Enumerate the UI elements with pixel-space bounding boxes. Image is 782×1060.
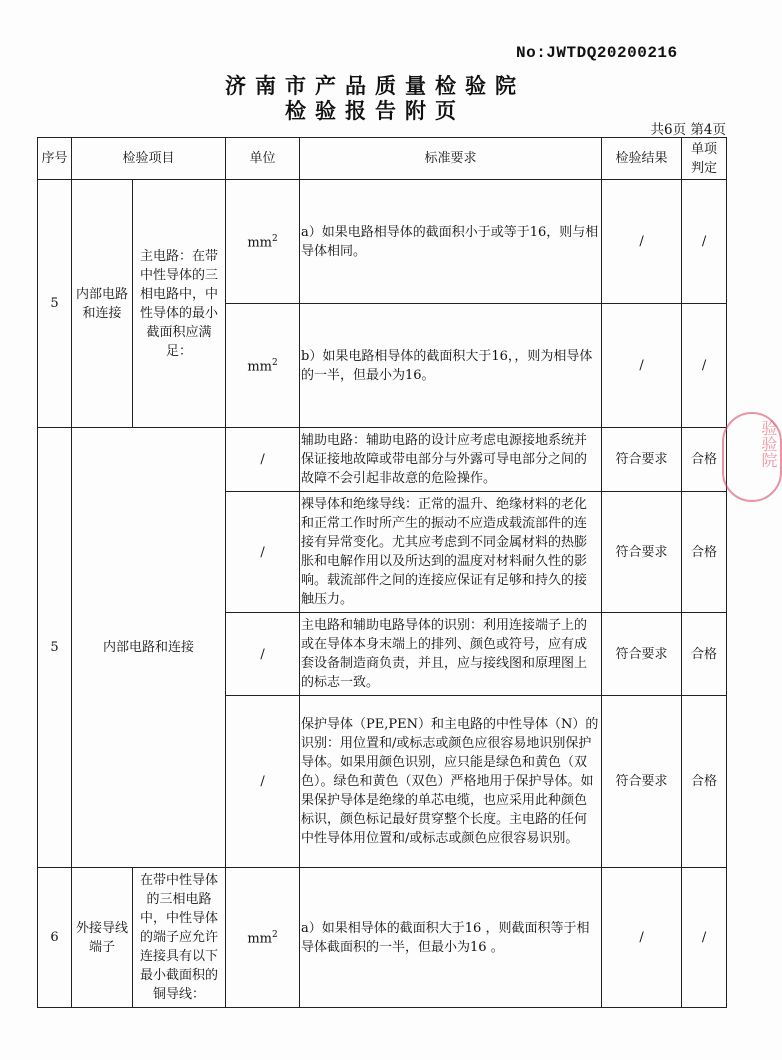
table-row [38, 428, 727, 492]
requirement-cell: 保护导体（PE,PEN）和主电路的中性导体（N）的识别：用位置和/或标志或颜色应很容易地识别保护导体。如果用颜色识别，应只能是绿色和黄色（双色）。绿色和黄色（双色）严格地用于保护导体。如果保护导体是绝缘的单芯电缆，也应采用此种颜色标识，颜色标记最好贯穿整个长度。主电路的任何中性导体用位置和/或标志或颜色应很容易识别。 [300, 696, 602, 868]
table-row [38, 180, 727, 304]
result-cell: / [602, 180, 682, 304]
requirement-cell: 裸导体和绝缘导线：正常的温升、绝缘材料的老化和正常工作时所产生的振动不应造成载流部件的连接有异常变化。尤其应考虑到不同金属材料的热膨胀和电解作用以及所达到的温度对材料耐久性的影响。载流部件之间的连接应保证有足够和持久的接触压力。 [300, 492, 602, 613]
inspection-table [37, 137, 727, 1008]
subitem-cell: 主电路：在带中性导体的三相电路中，中性导体的最小截面积应满足： [133, 180, 226, 428]
col-header-item: 检验项目 [72, 138, 226, 180]
result-cell: 符合要求 [602, 696, 682, 868]
result-cell: 符合要求 [602, 428, 682, 492]
header-row [38, 138, 727, 180]
table-row [38, 868, 727, 1008]
judgement-cell: 合格 [682, 613, 727, 696]
judgement-cell: / [682, 180, 727, 304]
col-header-requirement: 标准要求 [300, 138, 602, 180]
col-header-seq: 序号 [38, 138, 72, 180]
result-cell: 符合要求 [602, 492, 682, 613]
page-title: 检验报告附页 [285, 98, 465, 123]
unit-cell: $mm^2$ [226, 304, 300, 428]
report-number: No:JWTDQ20200216 [516, 44, 678, 62]
item-cell: 内部电路和连接 [72, 180, 133, 428]
org-title: 济南市产品质量检验院 [225, 73, 525, 98]
seal-stamp: 验验院 [722, 412, 782, 502]
unit-cell: $mm^2$ [226, 868, 300, 1008]
unit-cell: / [226, 428, 300, 492]
subitem-cell: 在带中性导体的三相电路中，中性导体的端子应允许连接具有以下最小截面积的铜导线： [133, 868, 226, 1008]
unit-cell: $mm^2$ [226, 180, 300, 304]
item-cell: 外接导线端子 [72, 868, 133, 1008]
requirement-cell: a）如果电路相导体的截面积小于或等于16，则与相导体相同。 [300, 180, 602, 304]
unit-cell: / [226, 696, 300, 868]
requirement-cell: a）如果相导体的截面积大于16 ，则截面积等于相导体截面积的一半，但最小为16 。 [300, 868, 602, 1008]
judgement-cell: 合格 [682, 492, 727, 613]
requirement-cell: 主电路和辅助电路导体的识别：利用连接端子上的或在导体本身末端上的排列、颜色或符号，应有成套设备制造商负责，并且，应与接线图和原理图上的标志一致。 [300, 613, 602, 696]
judgement-cell: / [682, 868, 727, 1008]
col-header-judgement: 单项判定 [682, 138, 727, 180]
item-cell: 内部电路和连接 [72, 428, 226, 868]
page-indicator: 共6页 第4页 [650, 122, 726, 138]
result-cell: / [602, 304, 682, 428]
judgement-cell: 合格 [682, 428, 727, 492]
unit-cell: / [226, 492, 300, 613]
result-cell: 符合要求 [602, 613, 682, 696]
seq-cell: 6 [38, 868, 72, 1008]
requirement-cell: 辅助电路：辅助电路的设计应考虑电源接地系统并保证接地故障或带电部分与外露可导电部分之间的故障不会引起非故意的危险操作。 [300, 428, 602, 492]
seq-cell: 5 [38, 428, 72, 868]
col-header-result: 检验结果 [602, 138, 682, 180]
result-cell: / [602, 868, 682, 1008]
judgement-cell: 合格 [682, 696, 727, 868]
requirement-cell: b）如果电路相导体的截面积大于16，，则为相导体的一半，但最小为16。 [300, 304, 602, 428]
seq-cell: 5 [38, 180, 72, 428]
unit-cell: / [226, 613, 300, 696]
judgement-cell: / [682, 304, 727, 428]
col-header-unit: 单位 [226, 138, 300, 180]
